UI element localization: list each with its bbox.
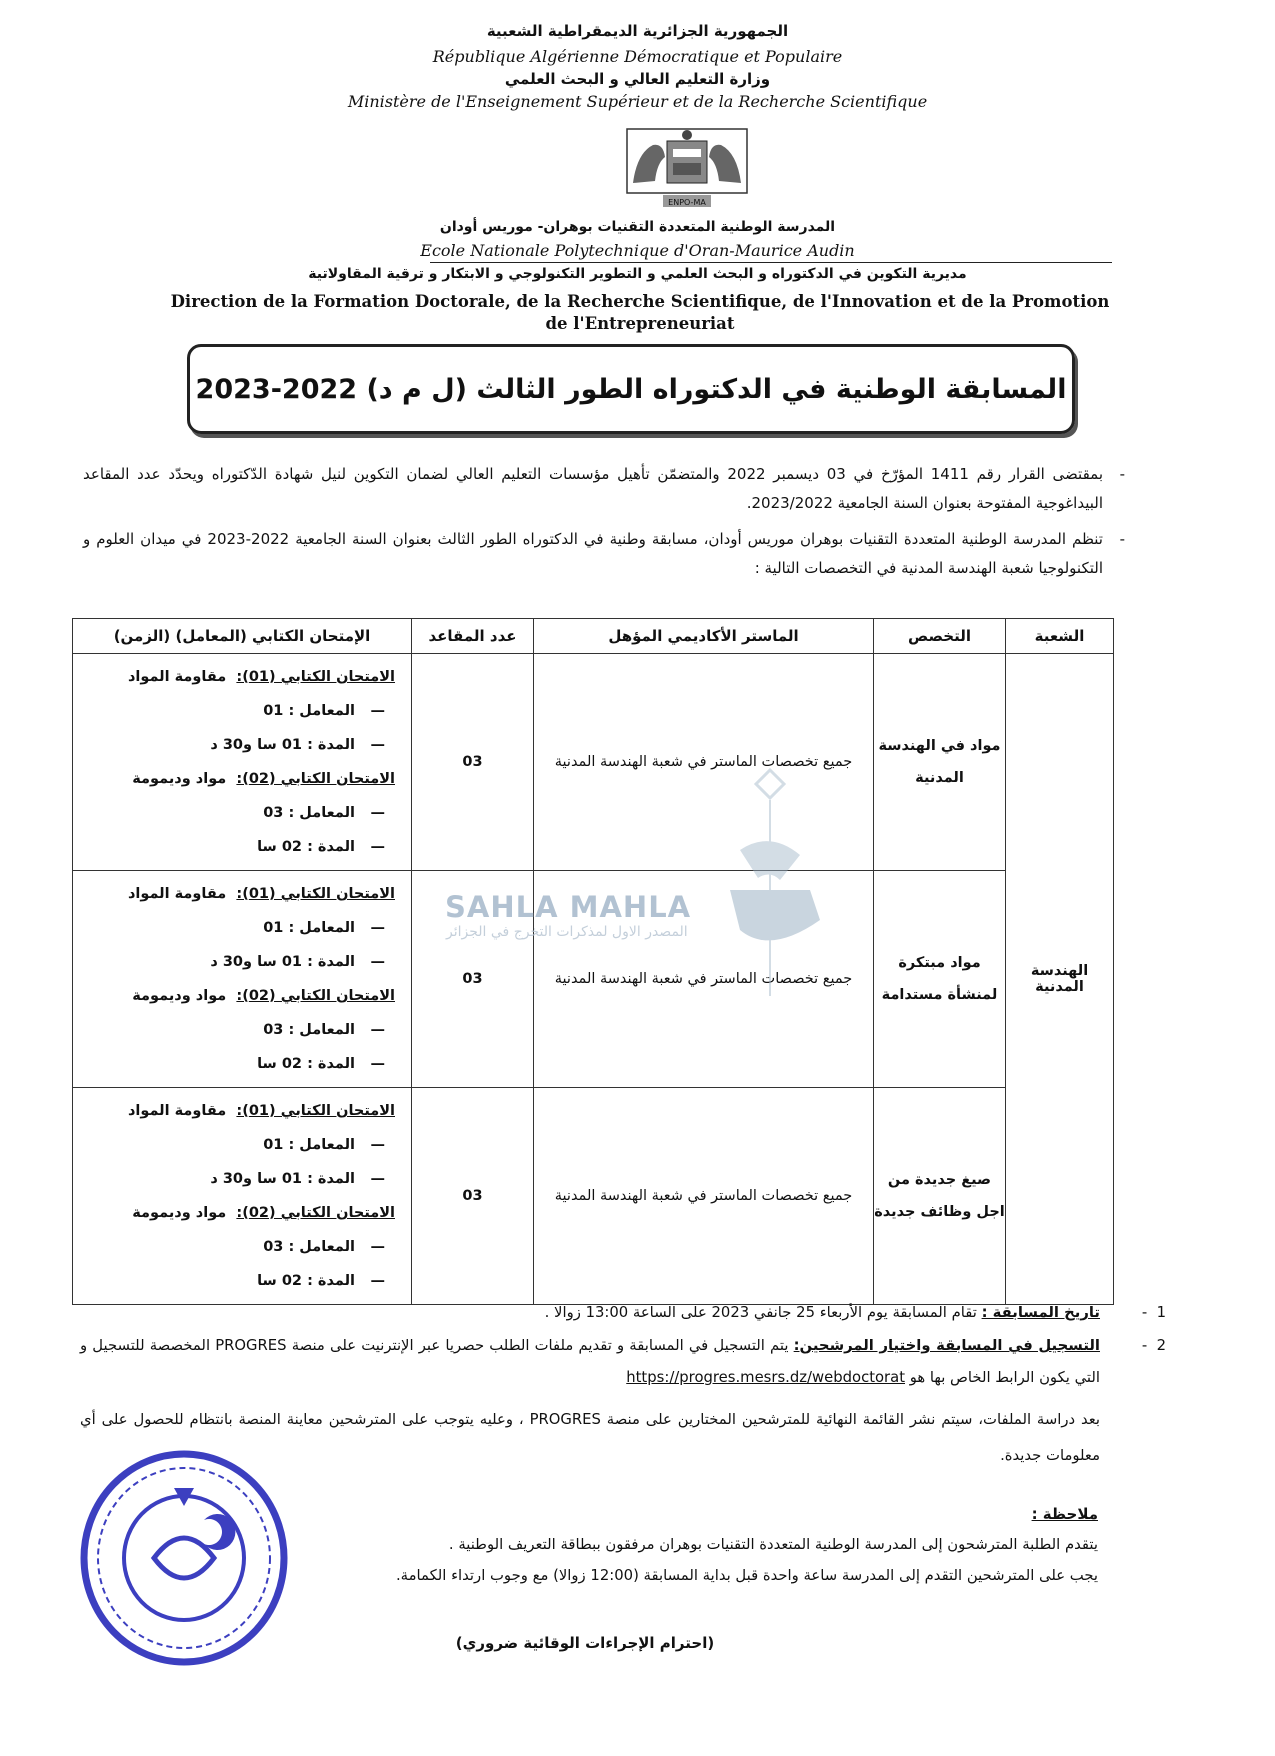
school-ar: المدرسة الوطنية المتعددة التقنيات بوهران- موريس أودان: [439, 219, 836, 235]
exam1-label: الامتحان الكتابي (01):: [236, 886, 395, 902]
exam2-coef: المعامل : 03: [263, 1239, 355, 1255]
republic-ar: الجمهورية الجزائرية الديمقراطية الشعبية: [486, 22, 789, 40]
note-1: يتقدم الطلبة المترشحون إلى المدرسة الوطنية المتعددة التقنيات بوهران مرفقون ببطاقة التعريف الوطنية .: [448, 1536, 1098, 1553]
exam2-subject: مواد وديمومة: [132, 1205, 227, 1221]
header-exam: الإمتحان الكتابي (المعامل) (الزمن): [73, 619, 412, 654]
exam2-coef: المعامل : 03: [263, 1022, 355, 1038]
intro-text-1: بمقتضى القرار رقم 1411 المؤرّخ في 03 ديسمبر 2022 والمتضمّن تأهيل مؤسسات التعليم العالي لضمان التكوين لنيل شهادة الدّكتوراه ويحدّد عدد المقاعد البيداغوجية المفتوحة بعنوان السنة الجامعية 2023/2022.: [83, 465, 1104, 512]
exam1-duration: المدة : 01 سا و30 د: [210, 1171, 355, 1187]
exam2-label: الامتحان الكتابي (02):: [236, 1205, 395, 1221]
header-seats: عدد المقاعد: [412, 619, 534, 654]
header-master: الماستر الأكاديمي المؤهل: [534, 619, 874, 654]
header-filiere: الشعبة: [1006, 619, 1114, 654]
bullet-dash: -: [1119, 530, 1125, 548]
watermark-brand: SAHLA MAHLA: [445, 890, 692, 924]
school-emblem-icon: [623, 123, 751, 209]
item-number: 2 -: [1141, 1337, 1166, 1354]
seats-cell: 03: [412, 654, 534, 871]
exam1-subject: مقاومة المواد: [127, 886, 227, 902]
title-box: [187, 344, 1075, 434]
exam1-coef: المعامل : 01: [263, 703, 355, 719]
exam-cell: الامتحان الكتابي (01): مقاومة المواد —المعامل : 01 —المدة : 01 سا و30 د الامتحان الكتابي (02): مواد وديمومة —المعامل : 03 —المدة : 02 سا: [73, 871, 412, 1088]
notes-title: ملاحظة :: [1031, 1505, 1098, 1523]
official-stamp-icon: [74, 1448, 294, 1668]
item2-label: التسجيل في المسابقة واختيار المرشحين:: [793, 1337, 1100, 1354]
specialty-cell: مواد مبتكرة لمنشأة مستدامة: [874, 871, 1006, 1088]
specialty-cell: صيغ جديدة من اجل وظائف جديدة: [874, 1088, 1006, 1305]
bullet-dash: -: [1119, 465, 1125, 483]
ministry-ar: وزارة التعليم العالي و البحث العلمي: [504, 70, 771, 88]
exam2-coef: المعامل : 03: [263, 805, 355, 821]
specialty-cell: مواد في الهندسة المدنية: [874, 654, 1006, 871]
note-2: يجب على المترشحين التقدم إلى المدرسة ساعة واحدة قبل بداية المسابقة (12:00 زوالا) مع وجوب ارتداء الكمامة.: [395, 1567, 1098, 1584]
ministry-fr: Ministère de l'Enseignement Supérieur et de la Recherche Scientifique: [347, 92, 928, 111]
exam-cell: الامتحان الكتابي (01): مقاومة المواد —المعامل : 01 —المدة : 01 سا و30 د الامتحان الكتابي (02): مواد وديمومة —المعامل : 03 —المدة : 02 سا: [73, 654, 412, 871]
intro-text-2: تنظم المدرسة الوطنية المتعددة التقنيات بوهران موريس أودان، مسابقة وطنية في الدكتوراه الطور الثالث بعنوان السنة الجامعية 2022-2023 في ميدان العلوم و التكنولوجيا شعبة الهندسة المدنية في التخصصات التالية :: [83, 530, 1103, 577]
master-cell: جميع تخصصات الماستر في شعبة الهندسة المدنية: [534, 871, 874, 1088]
exam2-duration: المدة : 02 سا: [257, 839, 355, 855]
exam2-duration: المدة : 02 سا: [257, 1273, 355, 1289]
exam1-subject: مقاومة المواد: [127, 669, 227, 685]
direction-ar: مديرية التكوين في الدكتوراه و البحث العلمي و التطوير التكنولوجي و الابتكار و ترقية المقاولاتية: [308, 266, 967, 282]
emblem-label: ENPO-MA: [668, 198, 706, 207]
info-item-2-continued: بعد دراسة الملفات، سيتم نشر القائمة النهائية للمترشحين المختارين على منصة PROGRES ، وعليه يتوجب على المترشحين معاينة المنصة بانتظام للحصول على أي معلومات جديدة.: [80, 1411, 1101, 1464]
exam1-duration: المدة : 01 سا و30 د: [210, 954, 355, 970]
exam1-subject: مقاومة المواد: [127, 1103, 227, 1119]
exam1-label: الامتحان الكتابي (01):: [236, 1103, 395, 1119]
intro-paragraph-1: [83, 460, 1125, 518]
seats-cell: 03: [412, 871, 534, 1088]
exam2-duration: المدة : 02 سا: [257, 1056, 355, 1072]
exam2-subject: مواد وديمومة: [132, 988, 227, 1004]
item1-text: تقام المسابقة يوم الأربعاء 25 جانفي 2023 على الساعة 13:00 زوالا .: [544, 1304, 977, 1321]
master-cell: جميع تخصصات الماستر في شعبة الهندسة المدنية: [534, 654, 874, 871]
direction-fr-line1: Direction de la Formation Doctorale, de la Recherche Scientifique, de l'Innovation et de la Promotion: [170, 292, 1110, 311]
exam1-duration: المدة : 01 سا و30 د: [210, 737, 355, 753]
exam2-label: الامتحان الكتابي (02):: [236, 771, 395, 787]
intro-paragraph-2: [83, 525, 1125, 583]
specialties-table: [72, 618, 1114, 1305]
table-row: [73, 654, 1114, 871]
page-title: المسابقة الوطنية في الدكتوراه الطور الثالث (ل م د) 2022-2023: [195, 373, 1067, 405]
info-item-1: [80, 1297, 1166, 1329]
header-specialty: التخصص: [874, 619, 1006, 654]
seats-cell: 03: [412, 1088, 534, 1305]
table-header-row: [73, 619, 1114, 654]
exam1-coef: المعامل : 01: [263, 1137, 355, 1153]
direction-fr-line2: de l'Entrepreneuriat: [545, 314, 735, 333]
footer-note: (احترام الإجراءات الوقائية ضروري): [455, 1634, 715, 1652]
master-cell: جميع تخصصات الماستر في شعبة الهندسة المدنية: [534, 1088, 874, 1305]
filiere-cell: الهندسة المدنية: [1006, 654, 1114, 1305]
progres-link[interactable]: https://progres.mesrs.dz/webdoctorat: [626, 1369, 906, 1386]
school-fr: Ecole Nationale Polytechnique d'Oran-Maurice Audin: [420, 241, 855, 260]
info-item-2: [80, 1330, 1166, 1394]
exam2-subject: مواد وديمومة: [132, 771, 227, 787]
exam1-label: الامتحان الكتابي (01):: [236, 669, 395, 685]
exam-cell: الامتحان الكتابي (01): مقاومة المواد —المعامل : 01 —المدة : 01 سا و30 د الامتحان الكتابي (02): مواد وديمومة —المعامل : 03 —المدة : 02 سا: [73, 1088, 412, 1305]
exam1-coef: المعامل : 01: [263, 920, 355, 936]
watermark-tagline: المصدر الاول لمذكرات التخرج في الجزائر: [446, 924, 688, 940]
item2-text: يتم التسجيل في المسابقة و تقديم ملفات الطلب حصريا عبر الإنترنيت على منصة PROGRES المخصصة للتسجيل و التي يكون الرابط الخاص بها هو: [80, 1337, 1100, 1386]
exam2-label: الامتحان الكتابي (02):: [236, 988, 395, 1004]
header-divider: [430, 262, 1112, 263]
item-number: 1 -: [1141, 1304, 1166, 1321]
republic-fr: République Algérienne Démocratique et Populaire: [432, 47, 843, 66]
item1-label: تاريخ المسابقة :: [981, 1304, 1100, 1321]
table-row: [73, 1088, 1114, 1305]
